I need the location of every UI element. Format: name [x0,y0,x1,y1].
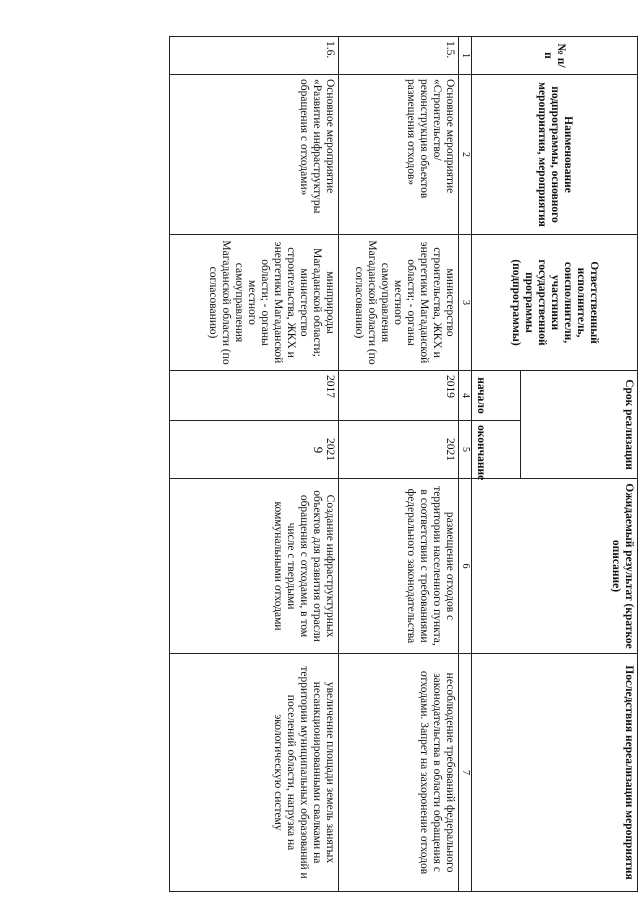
header-row [521,37,638,892]
row-consequences: увеличение площади земель занятых несанкционированными свалками на территории муниципальных образований и поселений области, нагрузка на экологическую систему [170,654,339,892]
col-number: 7 [459,654,472,892]
row-num: 1.6. [170,37,339,75]
col-number: 4 [459,371,472,421]
row-num: 1.5. [339,37,459,75]
row-start: 2017 [170,371,339,421]
row-result: размещение отходов с территории населенного пункта, в соответствии с требованиями федерального законодательства [339,479,459,654]
col-number: 3 [459,235,472,371]
row-result: Создание инфраструктурных объектов для развития отрасли обращения с отходами, в том числе с твердыми коммунальными отходами [170,479,339,654]
col-number: 6 [459,479,472,654]
row-consequences: несоблюдение требований федерального законодательства в области обращения с отходами. Запрет на захоронение отходов [339,654,459,892]
rotated-table-container [172,36,638,891]
row-name: Основное мероприятие «Строительство/реконструкция объектов размещения отходов» [339,75,459,235]
row-start: 2019 [339,371,459,421]
row-end: 2021 [170,421,339,479]
page-number: 9 [311,446,326,454]
header-name: Наименование подпрограммы, основного мероприятия, мероприятия [472,75,638,235]
header-start: начало [472,371,521,421]
header-num: № п/п [472,37,638,75]
row-responsible: министерство строительства, ЖКХ и энергетики Магаданской области; - органы местного самоуправления Магаданской области (по согласованию) [339,235,459,371]
header-end: окончание [472,421,521,479]
header-term: Срок реализации [521,371,638,479]
table-row [339,37,459,892]
row-responsible: минприроды Магаданской области; министерство строительства, ЖКХ и энергетики Магаданской области; - органы местного самоуправления Магаданской области (по согласованию) [170,235,339,371]
row-end: 2021 [339,421,459,479]
col-number: 1 [459,37,472,75]
column-numbers-row [459,37,472,892]
header-consequences: Последствия нереализации мероприятия [472,654,638,892]
measures-table [169,36,638,892]
col-number: 2 [459,75,472,235]
row-name: Основное мероприятие «Развитие инфраструктуры обращения с отходами» [170,75,339,235]
header-result: Ожидаемый результат (краткое описание) [472,479,638,654]
header-responsible: Ответственный исполнитель, соисполнители, участники государственной программы (подпрограммы) [472,235,638,371]
col-number: 5 [459,421,472,479]
table-row [170,37,339,892]
